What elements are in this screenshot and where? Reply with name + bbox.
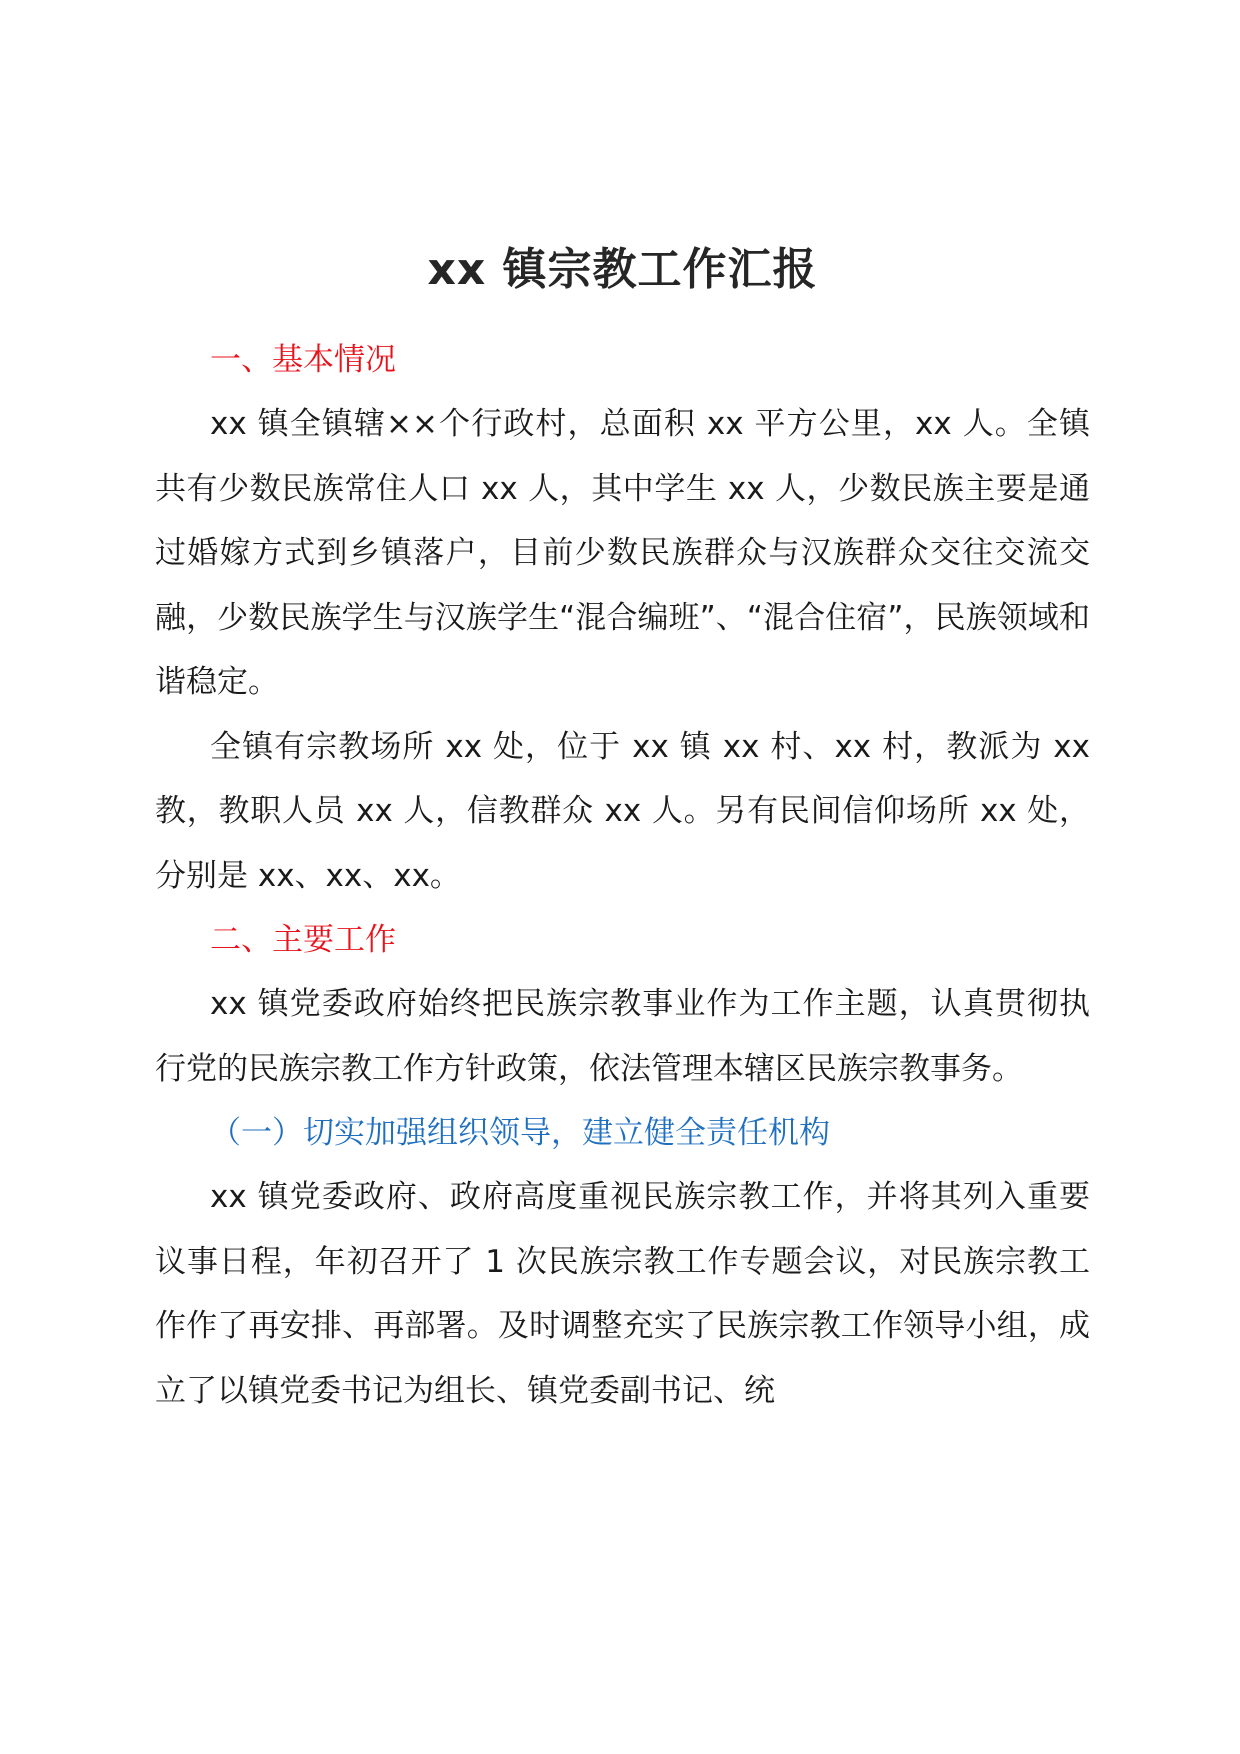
document-content (155, 240, 1090, 1423)
paragraph-basic-situation-2: 全镇有宗教场所 xx 处，位于 xx 镇 xx 村、xx 村，教派为 xx 教，教职人员 xx 人，信教群众 xx 人。另有民间信仰场所 xx 处，分别是 xx、xx、xx。 (155, 728, 1090, 894)
section-heading-main-work: 二、主要工作 (210, 922, 396, 958)
subsection-heading-organization: （一）切实加强组织领导，建立健全责任机构 (210, 1115, 830, 1151)
paragraph-main-work-1: xx 镇党委政府始终把民族宗教事业作为工作主题，认真贯彻执行党的民族宗教工作方针政策，依法管理本辖区民族宗教事务。 (155, 986, 1090, 1087)
section-heading-basic-situation: 一、基本情况 (210, 342, 396, 378)
paragraph-organization-1: xx 镇党委政府、政府高度重视民族宗教工作，并将其列入重要议事日程，年初召开了 1 次民族宗教工作专题会议，对民族宗教工作作了再安排、再部署。及时调整充实了民族宗教工作领导小组，成立了以镇党委书记为组长、镇党委副书记、统 (155, 1179, 1090, 1409)
paragraph-basic-situation-1: xx 镇全镇辖××个行政村，总面积 xx 平方公里，xx 人。全镇共有少数民族常住人口 xx 人，其中学生 xx 人，少数民族主要是通过婚嫁方式到乡镇落户，目前少数民族群众与汉族群众交往交流交融，少数民族学生与汉族学生“混合编班”、“混合住宿”，民族领域和谐稳定。 (155, 406, 1090, 700)
document-title: xx 镇宗教工作汇报 (427, 244, 818, 295)
